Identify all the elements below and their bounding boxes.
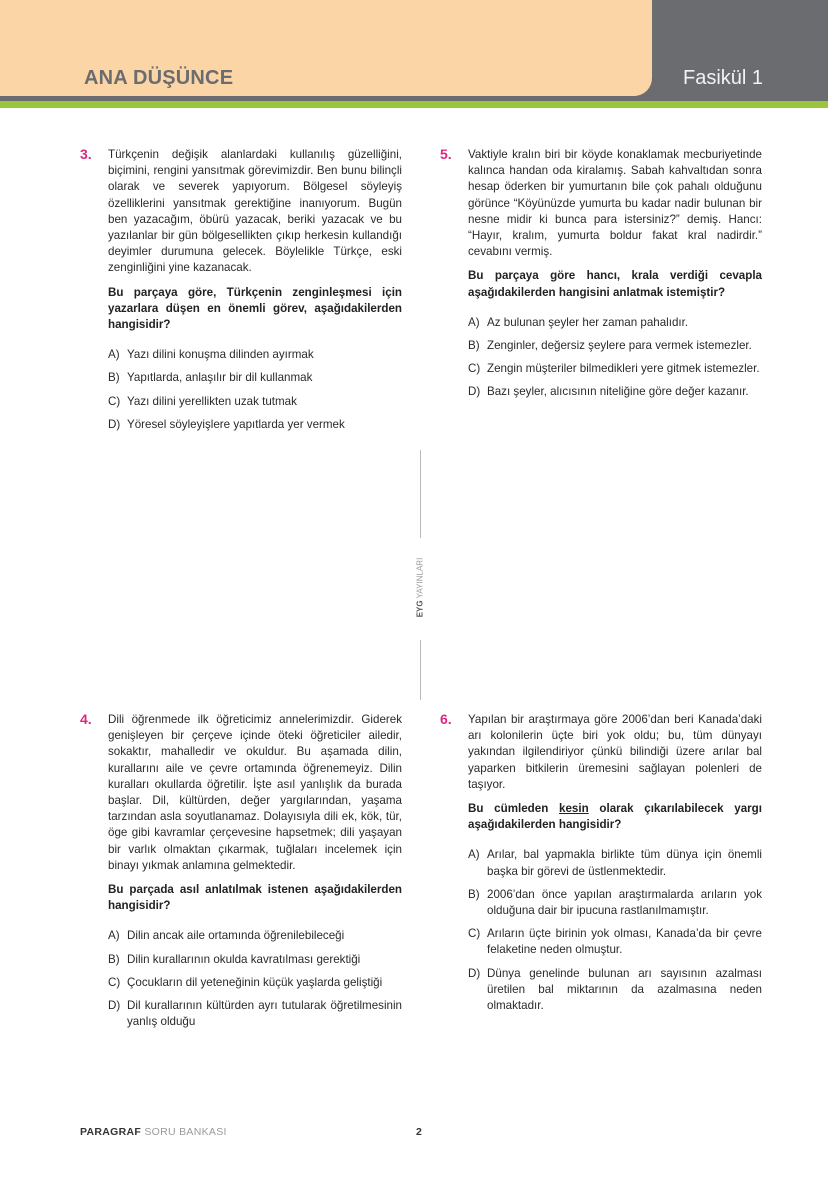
question-stem: Bu parçada asıl anlatılmak istenen aşağıdakilerden hangisidir?: [108, 883, 402, 913]
question-stem: Bu parçaya göre hancı, krala verdiği cevapla aşağıdakilerden hangisini anlatmak istemiştir?: [468, 269, 762, 299]
question-stem: Bu cümleden kesin olarak çıkarılabilecek yargı aşağıdakilerden hangisidir?: [468, 802, 762, 832]
option-b[interactable]: B) Yapıtlarda, anlaşılır bir dil kullanmak: [108, 371, 313, 385]
footer-book-title: PARAGRAF SORU BANKASI: [80, 1126, 227, 1138]
column-divider: [420, 450, 421, 538]
option-a[interactable]: A) Dilin ancak aile ortamında öğrenilebileceği: [108, 929, 345, 943]
page-number: 2: [416, 1126, 422, 1138]
option-d[interactable]: D) Bazı şeyler, alıcısının niteliğine göre değer kazanır.: [468, 385, 749, 399]
emphasis-underlined: kesin: [559, 802, 589, 816]
question-passage: Türkçenin değişik alanlardaki kullanılış güzelliğini, biçimini, rengini yansıtmak görevimizdir. Ben bunu bilinçli olarak ve severek yapıyorum. Bölgesel söyleyiş özelliklerini yansıtmak gerektiğine inanıyorum. Bugün ben yazacağım, öbürü yazacak, beriki yazacak ve bu yazılanlar bir gün bölgesellikten çıkıp herkesin kullandığı deyimler durumuna gelecek. Böylelikle Türkçe, eski zenginliğini yine kazanacak.: [108, 148, 402, 275]
option-b[interactable]: B) Zenginler, değersiz şeylere para vermek istemezler.: [468, 339, 752, 353]
question-passage: Yapılan bir araştırmaya göre 2006’dan beri Kanada’daki arı kolonilerin üçte biri yok oldu; bu, tüm dünyayı yakından ilgilendiriyor çünkü bilindiği üzere arılar bal yaparken bitkilerin üremesini sağlayan polenleri de taşıyor.: [468, 713, 762, 791]
column-divider: [420, 640, 421, 700]
option-d[interactable]: D) Dünya genelinde bulunan arı sayısının azalması üretilen bal miktarının da azalmasına neden olmaktadır.: [468, 966, 762, 1013]
option-a[interactable]: A) Arılar, bal yapmakla birlikte tüm dünya için önemli başka bir görevi de üstlenmektedir.: [468, 848, 762, 878]
question-passage: Dili öğrenmede ilk öğreticimiz annelerimizdir. Giderek genişleyen bir çerçeve içinde öteki öğreticiler ailedir, sokaktır, mahalledir ve okuldur. Bu aşamada dilin, kurallarını aile ve çevre ortamında öğrenemeyiz. Dilin kuralları okullarda öğretilir. İşte asıl yanlışlık da burada başlar. Dil, kültürden, değer yargılarından, yaşama tarzından asla soyutlanamaz. Dolayısıyla dili ek, kök, tür, öge gibi kavramlar çerçevesine hapsetmek; dili yaşayan bir varlık olmaktan çıkarmak, tuğlaları incelemek için binayı yıkmak anlamına gelmektedir.: [108, 713, 402, 872]
question-number: 4.: [80, 711, 92, 727]
option-a[interactable]: A) Yazı dilini konuşma dilinden ayırmak: [108, 348, 314, 362]
option-c[interactable]: C) Arıların üçte birinin yok olması, Kanada’da bir çevre felaketine neden olmuştur.: [468, 927, 762, 957]
option-c[interactable]: C) Yazı dilini yerellikten uzak tutmak: [108, 394, 297, 408]
question-number: 6.: [440, 711, 452, 727]
option-b[interactable]: B) 2006’dan önce yapılan araştırmalarda arıların yok olduğuna dair bir ipucuna rastlanılmamıştır.: [468, 887, 762, 918]
publisher-side-label: EYG YAYINLARI: [415, 557, 425, 618]
question-number: 3.: [80, 146, 92, 162]
section-title: ANA DÜŞÜNCE: [84, 67, 234, 89]
question-3: [80, 147, 402, 440]
option-d[interactable]: D) Dil kurallarının kültürden ayrı tutularak öğretilmesinin yanlış olduğu: [108, 999, 402, 1029]
option-d[interactable]: D) Yöresel söyleyişlere yapıtlarda yer vermek: [108, 417, 345, 431]
option-a[interactable]: A) Az bulunan şeyler her zaman pahalıdır.: [468, 315, 689, 329]
question-5: [440, 147, 762, 408]
header-green-stripe: [0, 101, 828, 108]
question-number: 5.: [440, 146, 452, 162]
question-passage: Vaktiyle kralın biri bir köyde konaklamak mecburiyetinde kalınca handan oda kiralamış. Sabah kahvaltıdan sonra hesap öderken bir yumurtanın bile çok pahalı olduğunu görünce “Köyünüzde yumurta bu kadar nadir bulunan bir nesne midir ki bunca para istersiniz?” demiş. Hancı: “Hayır, kralım, yumurta boldur fakat kral nadirdir.” cevabını vermiş.: [468, 148, 762, 259]
option-b[interactable]: B) Dilin kurallarının okulda kavratılması gerektiği: [108, 952, 361, 966]
question-4: [80, 712, 402, 1037]
fascicle-label: Fasikül 1: [683, 67, 764, 89]
option-c[interactable]: C) Çocukların dil yeteneğinin küçük yaşlarda geliştiği: [108, 975, 383, 989]
question-6: [440, 712, 762, 1021]
option-c[interactable]: C) Zengin müşteriler bilmedikleri yere gitmek istemezler.: [468, 362, 760, 376]
question-stem: Bu parçaya göre, Türkçenin zenginleşmesi için yazarlara düşen en önemli görev, aşağıdakilerden hangisidir?: [108, 285, 402, 332]
